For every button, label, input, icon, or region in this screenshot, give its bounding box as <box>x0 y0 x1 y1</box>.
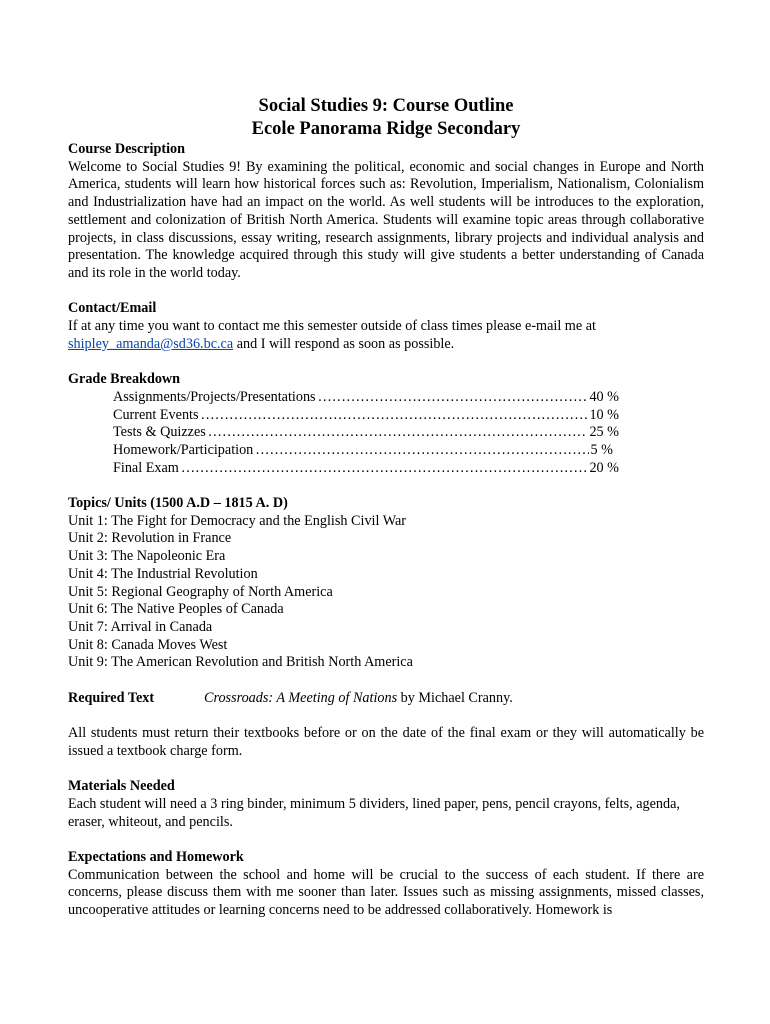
required-text-section <box>68 690 704 708</box>
contact-line-rest: and I will respond as soon as possible. <box>233 335 455 352</box>
grade-breakdown-section <box>68 371 704 477</box>
expectations-heading: Expectations and Homework <box>68 849 244 866</box>
materials-section <box>68 778 704 831</box>
grade-list <box>113 389 619 478</box>
required-text-label: Required Text <box>68 689 155 706</box>
dot-leader <box>255 442 588 460</box>
grade-value: 40 % <box>589 388 619 405</box>
school-name: Ecole Panorama Ridge Secondary <box>251 119 521 139</box>
grade-row <box>113 407 619 425</box>
document-page <box>68 95 704 920</box>
topics-section <box>68 495 704 672</box>
grade-label: Tests & Quizzes <box>113 424 206 441</box>
unit-item: Unit 7: Arrival in Canada <box>68 618 213 635</box>
contact-line: If at any time you want to contact me this semester outside of class times please e-mail me at <box>68 318 596 335</box>
dot-leader <box>201 407 588 425</box>
grade-breakdown-heading: Grade Breakdown <box>68 371 181 388</box>
page-title: Social Studies 9: Course Outline <box>258 96 514 116</box>
materials-heading: Materials Needed <box>68 778 175 795</box>
expectations-body: Communication between the school and home will be crucial to the success of each student. If there are concerns, please discuss them with me sooner than later. Issues such as missing assignments, missed classes, uncooperative attitudes or learning concerns need to be addressed collaboratively. Homework is <box>68 866 704 919</box>
unit-item: Unit 5: Regional Geography of North America <box>68 583 333 600</box>
unit-item: Unit 3: The Napoleonic Era <box>68 548 226 565</box>
book-title: Crossroads: A Meeting of Nations <box>204 689 398 706</box>
materials-body: Each student will need a 3 ring binder, minimum 5 dividers, lined paper, pens, pencil crayons, felts, agenda, eraser, whiteout, and pencils. <box>68 795 680 830</box>
grade-label: Final Exam <box>113 459 179 476</box>
course-description-heading: Course Description <box>68 141 186 157</box>
required-text-value <box>204 690 513 708</box>
unit-item: Unit 4: The Industrial Revolution <box>68 565 258 582</box>
email-link[interactable]: shipley_amanda@sd36.bc.ca <box>68 335 234 352</box>
grade-value: 20 % <box>589 459 619 476</box>
unit-item: Unit 6: The Native Peoples of Canada <box>68 601 284 618</box>
grade-row <box>113 389 619 407</box>
grade-row <box>113 442 613 460</box>
grade-value: 10 % <box>589 406 619 423</box>
textbook-note: All students must return their textbooks before or on the date of the final exam or they will automatically be issued a textbook charge form. <box>68 725 704 759</box>
grade-row <box>113 460 619 478</box>
contact-line-2 <box>68 336 704 354</box>
course-description-section <box>68 141 704 283</box>
grade-label: Homework/Participation <box>113 441 254 458</box>
contact-section <box>68 300 704 353</box>
course-description-body: Welcome to Social Studies 9! By examining the political, economic and social changes in Europe and North America, students will learn how historical forces such as: Revolution, Imperialism, Nationalism, Colonialism and Industrialization have had an impact on the world. As well students will be introduces to the exploration, settlement and colonization of British North America. Students will examine topic areas through collaborative projects, in class discussions, essay writing, research assignments, library projects and individual analysis and presentation. The knowledge acquired through this study will give students a better understanding of Canada and its role in the world today. <box>68 158 704 281</box>
grade-label: Current Events <box>113 406 199 423</box>
grade-value: 25 % <box>589 424 619 441</box>
grade-row <box>113 424 619 442</box>
book-author: by Michael Cranny. <box>397 689 513 706</box>
contact-heading: Contact/Email <box>68 300 157 317</box>
expectations-section <box>68 849 704 920</box>
unit-item: Unit 9: The American Revolution and British North America <box>68 654 413 671</box>
unit-item: Unit 2: Revolution in France <box>68 530 232 547</box>
unit-item: Unit 8: Canada Moves West <box>68 636 228 653</box>
dot-leader <box>208 424 588 442</box>
dot-leader <box>318 389 588 407</box>
unit-item: Unit 1: The Fight for Democracy and the English Civil War <box>68 512 406 529</box>
grade-value: 5 % <box>590 441 613 458</box>
topics-heading: Topics/ Units (1500 A.D – 1815 A. D) <box>68 495 288 512</box>
dot-leader <box>181 460 588 478</box>
grade-label: Assignments/Projects/Presentations <box>113 388 316 405</box>
